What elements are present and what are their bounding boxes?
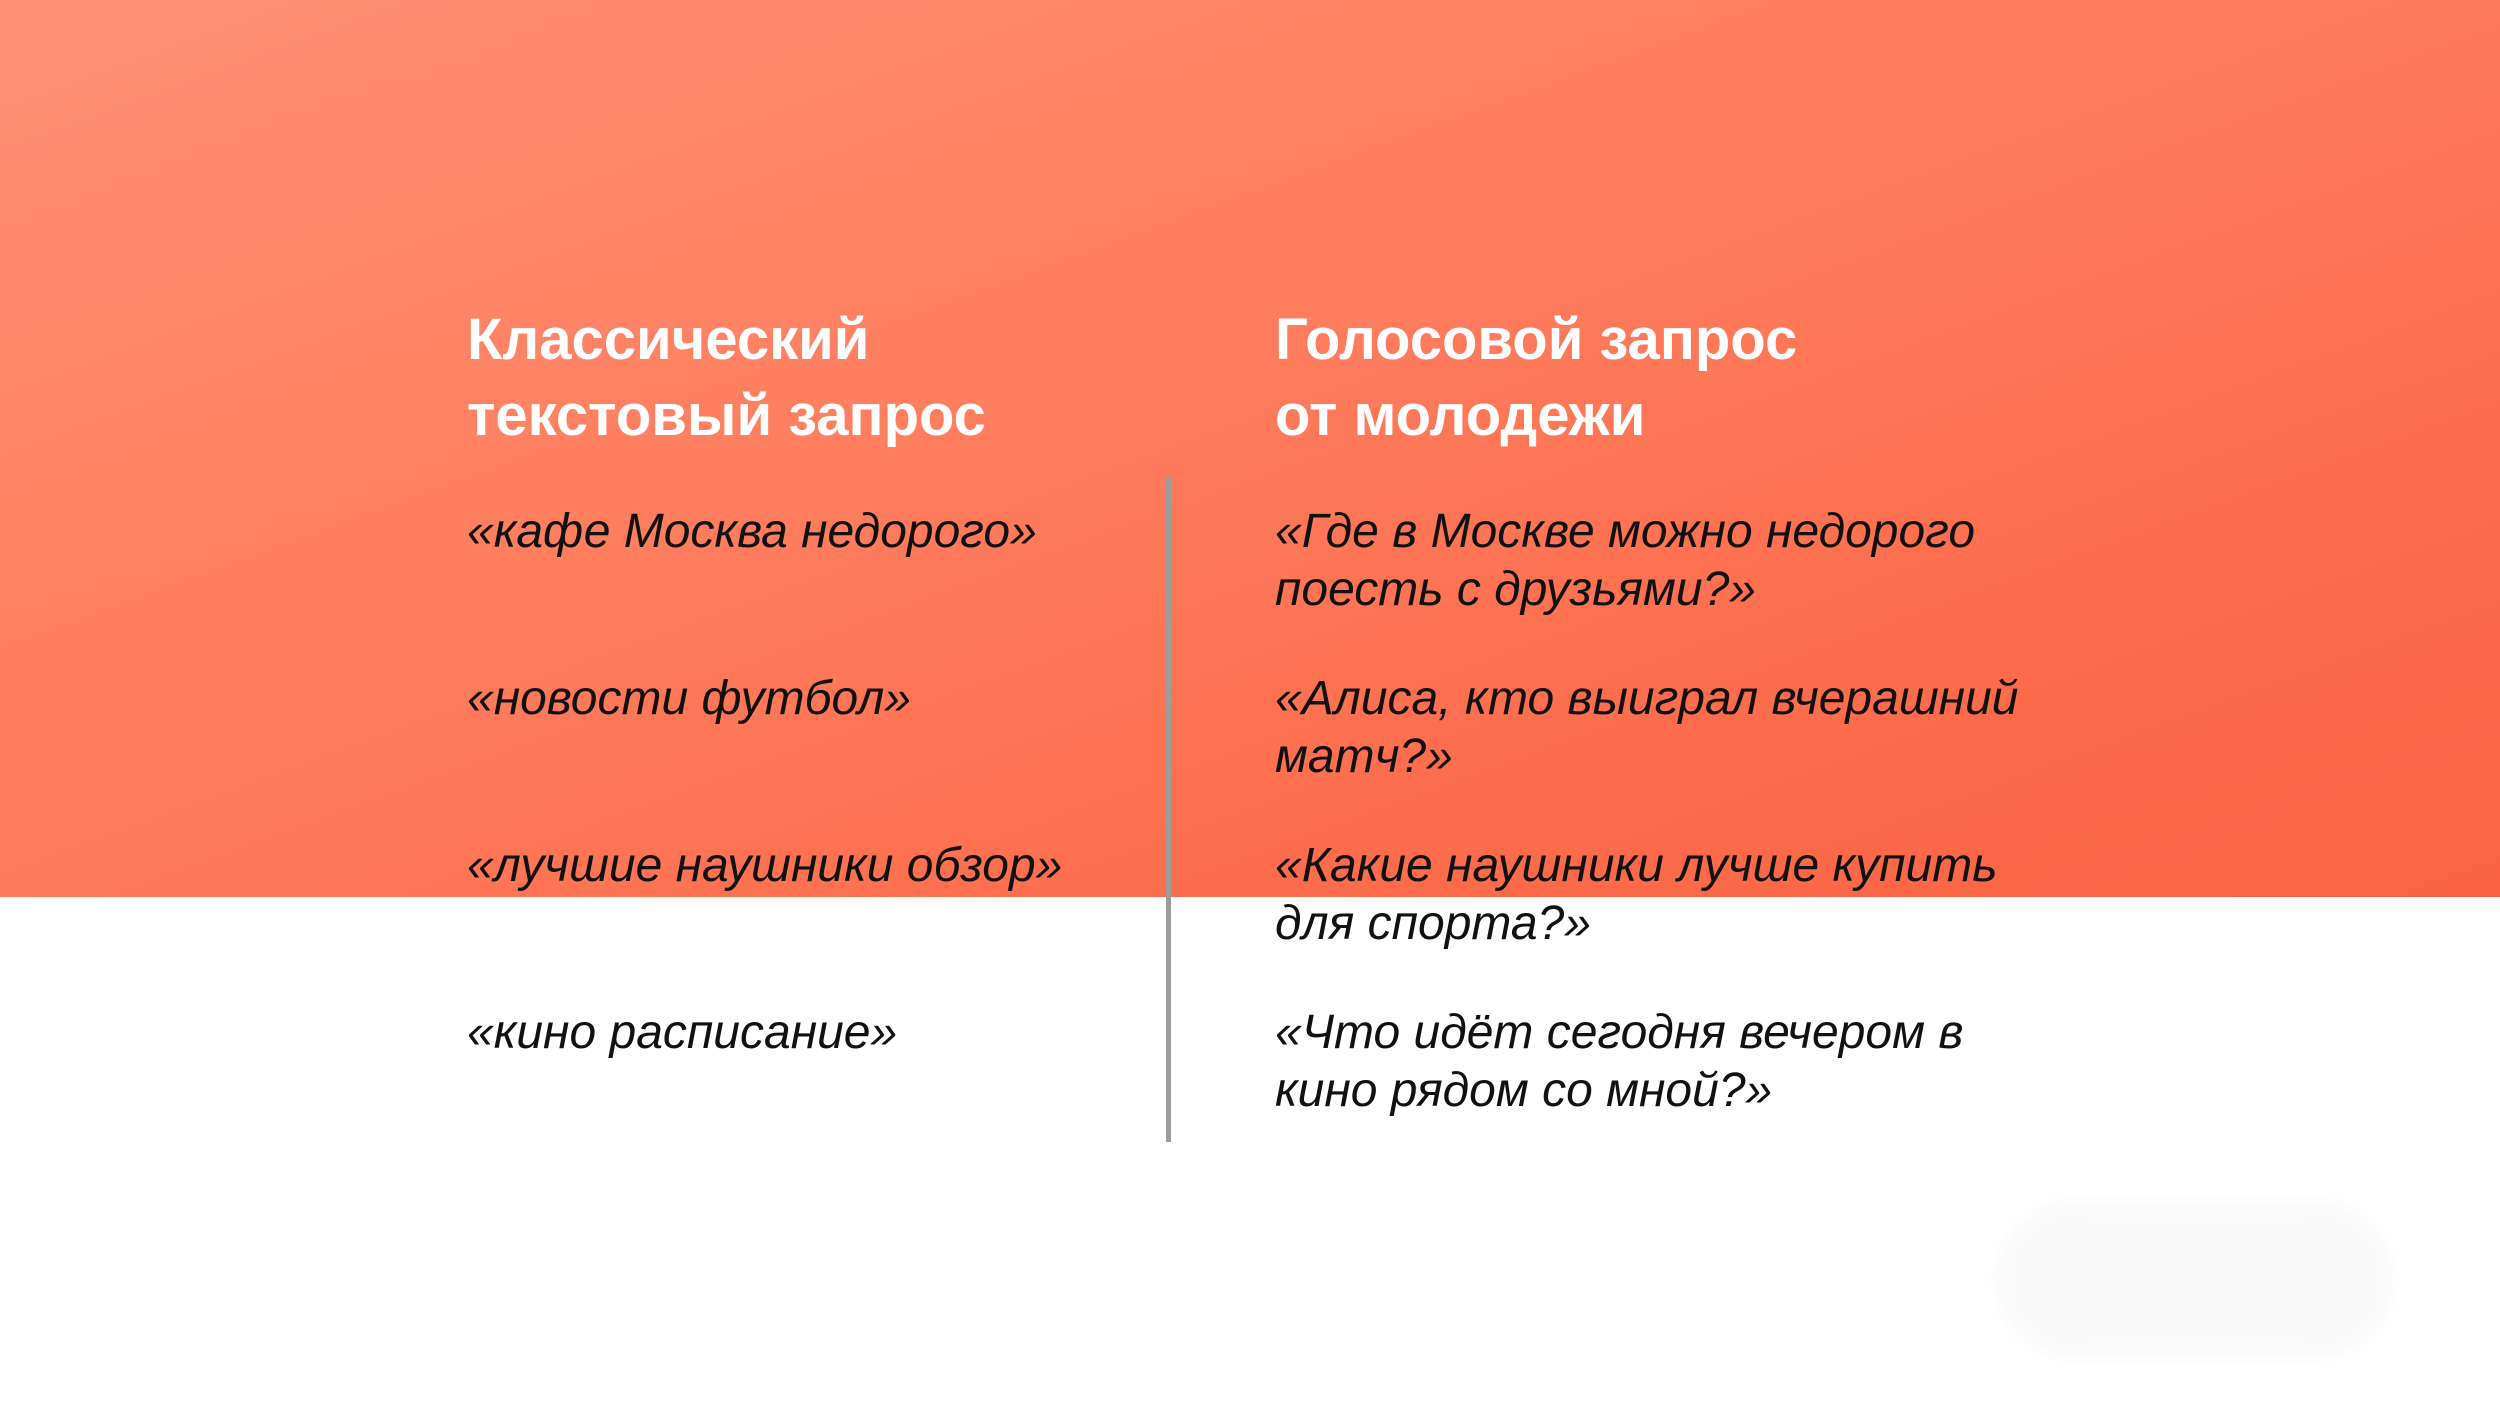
column-divider <box>1166 478 1171 1142</box>
voice-query-item: «Что идёт сегодня вечером в кино рядом со мной?» <box>1275 1006 1964 1117</box>
decorative-shape <box>1995 1200 2395 1360</box>
classic-query-item: «кафе Москва недорого» <box>467 505 1037 558</box>
voice-query-heading: Голосовой запрос от молодежи <box>1275 307 1798 448</box>
classic-query-item: «новости футбол» <box>467 672 911 725</box>
classic-query-item: «лучшие наушники обзор» <box>467 839 1063 892</box>
classic-query-heading: Классический текстовый запрос <box>467 307 986 448</box>
voice-query-item: «Какие наушники лучше купить для спорта?» <box>1275 839 1998 950</box>
voice-query-item: «Где в Москве можно недорого поесть с друзьями?» <box>1275 505 1976 616</box>
classic-query-item: «кино расписание» <box>467 1006 898 1059</box>
voice-query-item: «Алиса, кто выиграл вчерашний матч?» <box>1275 672 2019 783</box>
